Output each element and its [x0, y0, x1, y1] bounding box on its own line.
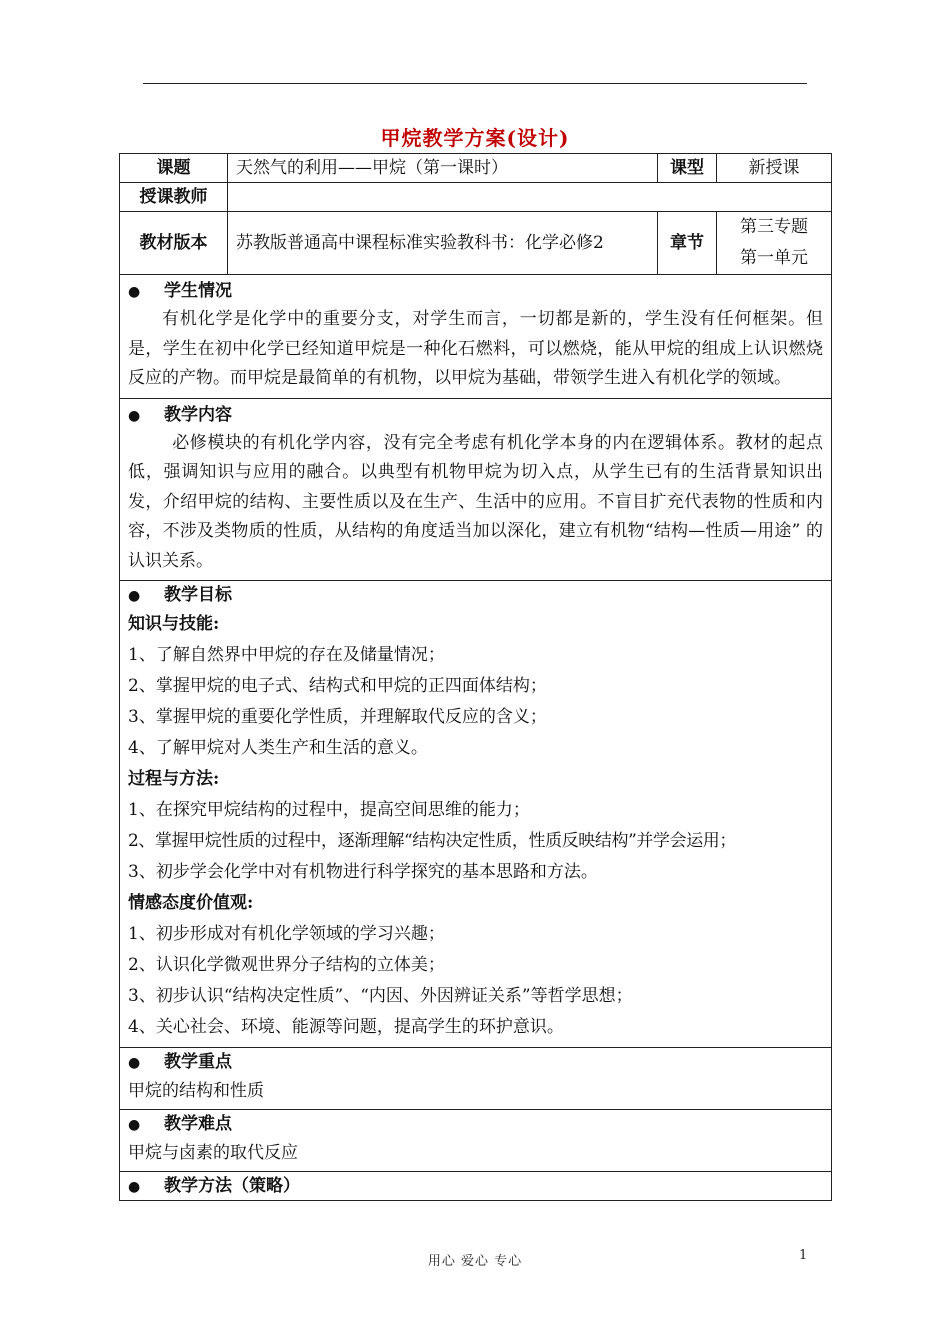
emotion-item: 2、认识化学微观世界分子结构的立体美； — [128, 955, 445, 975]
edition-value: 苏教版普通高中课程标准实验教科书：化学必修2 — [228, 212, 658, 275]
row-teacher — [120, 183, 832, 212]
knowledge-heading: 知识与技能: — [128, 614, 220, 634]
section-students — [120, 275, 832, 399]
chapter-line-1: 第三专题 — [740, 217, 808, 237]
bullet-icon: ● — [128, 1055, 141, 1071]
difficulties-heading: ● 教学难点 — [128, 1110, 823, 1138]
key-points-heading: ● 教学重点 — [128, 1048, 823, 1076]
knowledge-item: 2、掌握甲烷的电子式、结构式和甲烷的正四面体结构； — [128, 676, 547, 696]
bullet-icon: ● — [128, 1117, 141, 1133]
type-value: 新授课 — [717, 154, 832, 183]
key-points-text: 甲烷的结构和性质 — [128, 1081, 264, 1101]
process-item: 3、初步学会化学中对有机物进行科学探究的基本思路和方法。 — [128, 862, 598, 882]
knowledge-item: 3、掌握甲烷的重要化学性质，并理解取代反应的含义； — [128, 707, 547, 727]
edition-label: 教材版本 — [120, 212, 228, 275]
teacher-label: 授课教师 — [120, 183, 228, 212]
emotion-heading: 情感态度价值观: — [128, 893, 254, 913]
row-topic — [120, 154, 832, 183]
goals-heading: ● 教学目标 — [128, 581, 823, 609]
type-label: 课型 — [658, 154, 717, 183]
students-text: 有机化学是化学中的重要分支，对学生而言，一切都是新的，学生没有任何框架。但是，学生在初中化学已经知道甲烷是一种化石燃料，可以燃烧，能从甲烷的组成上认识燃烧反应的产物。而甲烷是最简单的有机物，以甲烷为基础，带领学生进入有机化学的领域。 — [128, 309, 823, 388]
methods-heading: ● 教学方法（策略） — [128, 1172, 823, 1200]
section-content — [120, 398, 832, 581]
emotion-item: 4、关心社会、环境、能源等问题，提高学生的环护意识。 — [128, 1017, 564, 1037]
emotion-item: 1、初步形成对有机化学领域的学习兴趣； — [128, 924, 445, 944]
topic-value: 天然气的利用——甲烷（第一课时） — [228, 154, 658, 183]
section-goals — [120, 581, 832, 1048]
bullet-icon: ● — [128, 284, 141, 300]
document-title: 甲烷教学方案(设计) — [380, 126, 570, 150]
content-text: 必修模块的有机化学内容，没有完全考虑有机化学本身的内在逻辑体系。教材的起点低，强调知识与应用的融合。以典型有机物甲烷为切入点，从学生已有的生活背景知识出发，介绍甲烷的结构、主要性质以及在生产、生活中的应用。不盲目扩充代表物的性质和内容，不涉及类物质的性质，从结构的角度适当加以深化，建立有机物“结构—性质—用途” 的认识关系。 — [128, 432, 823, 571]
page-number: 1 — [799, 1248, 808, 1263]
students-heading: ● 学生情况 — [128, 277, 823, 305]
bullet-icon: ● — [128, 588, 141, 604]
knowledge-item: 4、了解甲烷对人类生产和生活的意义。 — [128, 738, 428, 758]
bullet-icon: ● — [128, 407, 141, 424]
row-edition — [120, 212, 832, 275]
bullet-icon: ● — [128, 1179, 141, 1195]
page-footer: 用心 爱心 专心 — [427, 1254, 523, 1269]
process-item: 1、在探究甲烷结构的过程中，提高空间思维的能力； — [128, 800, 530, 820]
section-key-points — [120, 1048, 832, 1110]
section-difficulties — [120, 1110, 832, 1172]
section-methods — [120, 1172, 832, 1201]
emotion-item: 3、初步认识“结构决定性质”、“内因、外因辨证关系”等哲学思想； — [128, 986, 633, 1006]
process-item: 2、掌握甲烷性质的过程中，逐渐理解“结构决定性质，性质反映结构”并学会运用； — [128, 831, 736, 851]
topic-label: 课题 — [120, 154, 228, 183]
process-heading: 过程与方法: — [128, 769, 220, 789]
lesson-plan-table — [119, 153, 832, 1201]
difficulties-text: 甲烷与卤素的取代反应 — [128, 1143, 298, 1163]
knowledge-item: 1、了解自然界中甲烷的存在及储量情况； — [128, 645, 445, 665]
teacher-value — [228, 183, 832, 212]
chapter-value — [717, 212, 832, 275]
chapter-line-2: 第一单元 — [740, 248, 808, 268]
header-rule — [143, 83, 807, 84]
content-heading: ● 教学内容 — [128, 401, 823, 429]
chapter-label: 章节 — [658, 212, 717, 275]
